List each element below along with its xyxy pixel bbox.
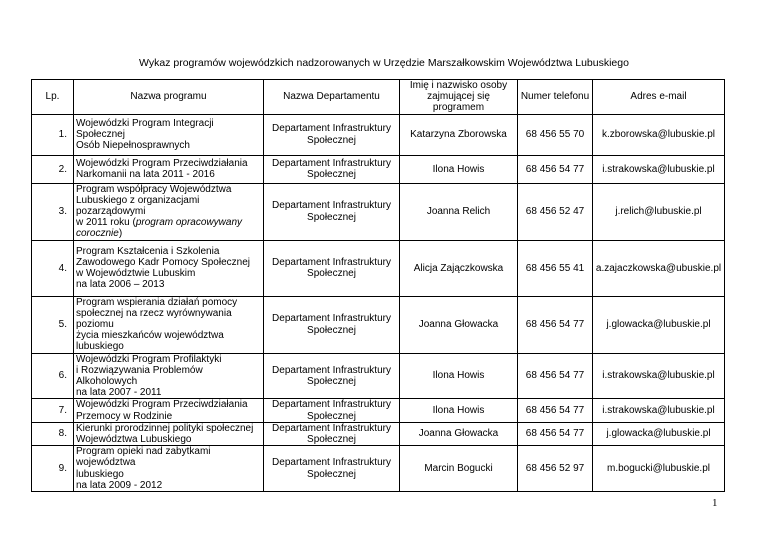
department-line: Departament Infrastruktury [272,422,391,434]
program-name-line: Kierunki prorodzinnej polityki społecznej [76,422,254,434]
program-name-line: życia mieszkańców województwa lubuskiego [76,330,224,353]
cell-person: Joanna Głowacka [400,422,518,445]
department-line: Społecznej [307,410,356,422]
department-line: Departament Infrastruktury [272,123,391,135]
cell-email: k.zborowska@lubuskie.pl [593,114,725,155]
cell-program-name [74,422,264,445]
program-name-line: Przemocy w Rodzinie [76,410,173,422]
table-row [32,399,725,422]
header-phone: Numer telefonu [518,80,593,115]
cell-program-name [74,296,264,353]
program-name-line: Wojewódzki Program Przeciwdziałania [76,157,248,169]
department-line: Departament Infrastruktury [272,399,391,411]
cell-lp: 6. [32,353,74,399]
cell-phone: 68 456 52 47 [518,183,593,240]
program-name-line: Wojewódzki Program Integracji Społecznej [76,117,214,140]
department-line: Społecznej [307,376,356,388]
program-name-line: Lubuskiego z organizacjami pozarządowymi [76,194,200,218]
cell-lp: 8. [32,422,74,445]
cell-program-name [74,240,264,296]
cell-department [264,240,400,296]
cell-program-name [74,446,264,492]
document-title: Wykaz programów wojewódzkich nadzorowanych w Urzędzie Marszałkowskim Województwa Lubuskiego [139,57,629,69]
cell-department [264,422,400,445]
program-name-line: na lata 2006 – 2013 [76,279,165,291]
department-line: Społecznej [307,324,356,336]
cell-email: j.relich@lubuskie.pl [593,183,725,240]
table-header-row [32,80,725,115]
program-name-line: Program Kształcenia i Szkolenia [76,245,220,257]
department-line: Departament Infrastruktury [272,364,391,376]
department-line: Departament Infrastruktury [272,457,391,469]
cell-program-name [74,399,264,422]
program-name-line: Zawodowego Kadr Pomocy Społecznej [76,256,250,268]
table-row [32,183,725,240]
cell-phone: 68 456 54 77 [518,422,593,445]
cell-lp: 7. [32,399,74,422]
department-line: Społecznej [307,268,356,280]
header-program-name: Nazwa programu [74,80,264,115]
cell-person: Joanna Głowacka [400,296,518,353]
cell-lp: 2. [32,155,74,183]
cell-person: Ilona Howis [400,399,518,422]
cell-email: i.strakowska@lubuskie.pl [593,353,725,399]
cell-person: Alicja Zajączkowska [400,240,518,296]
header-email: Adres e-mail [593,80,725,115]
table-row [32,114,725,155]
program-name-line: na lata 2007 - 2011 [76,387,162,399]
cell-email: m.bogucki@lubuskie.pl [593,446,725,492]
cell-program-name [74,114,264,155]
cell-department [264,183,400,240]
department-line: Społecznej [307,169,356,181]
cell-email: i.strakowska@lubuskie.pl [593,155,725,183]
program-name-line: Osób Niepełnosprawnych [76,140,190,152]
cell-lp: 1. [32,114,74,155]
program-note-tail: ) [118,228,123,240]
program-name-line: na lata 2009 - 2012 [76,479,163,491]
program-name-line: społecznej na rzecz wyrównywania poziomu [76,307,232,331]
programs-table [31,79,725,492]
cell-department [264,296,400,353]
cell-phone: 68 456 54 77 [518,296,593,353]
program-name-line: Program opieki nad zabytkami województwa [76,446,211,469]
cell-lp: 9. [32,446,74,492]
header-lp: Lp. [32,80,74,115]
cell-person: Katarzyna Zborowska [400,114,518,155]
cell-person: Ilona Howis [400,155,518,183]
table-row [32,446,725,492]
table-row [32,296,725,353]
department-line: Społecznej [307,211,356,223]
cell-program-name [74,353,264,399]
department-line: Departament Infrastruktury [272,200,391,212]
cell-lp: 4. [32,240,74,296]
cell-department [264,114,400,155]
program-name-line: i Rozwiązywania Problemów Alkoholowych [76,364,203,388]
cell-phone: 68 456 54 77 [518,399,593,422]
cell-email: i.strakowska@lubuskie.pl [593,399,725,422]
cell-program-name [74,183,264,240]
table-row [32,353,725,399]
cell-phone: 68 456 54 77 [518,353,593,399]
cell-phone: 68 456 55 70 [518,114,593,155]
cell-lp: 5. [32,296,74,353]
program-name-line: w 2011 roku ( [76,217,136,229]
department-line: Departament Infrastruktury [272,313,391,325]
cell-phone: 68 456 55 41 [518,240,593,296]
cell-person: Ilona Howis [400,353,518,399]
header-department: Nazwa Departamentu [264,80,400,115]
cell-phone: 68 456 54 77 [518,155,593,183]
cell-program-name [74,155,264,183]
program-name-line: lubuskiego [76,468,124,480]
program-name-line: Województwa Lubuskiego [76,434,192,446]
cell-department [264,155,400,183]
cell-department [264,446,400,492]
program-name-line: Program wspierania działań pomocy [76,296,238,308]
cell-person: Marcin Bogucki [400,446,518,492]
program-name-line: Wojewódzki Program Profilaktyki [76,353,222,365]
department-line: Społecznej [307,134,356,146]
header-person: Imię i nazwisko osoby zajmującej się programem [400,80,518,115]
department-line: Społecznej [307,468,356,480]
department-line: Departament Infrastruktury [272,157,391,169]
cell-department [264,399,400,422]
program-name-line: Wojewódzki Program Przeciwdziałania [76,399,248,411]
program-name-line: Program współpracy Województwa [76,183,232,195]
table-row [32,155,725,183]
cell-email: a.zajaczkowska@ubuskie.pl [593,240,725,296]
program-note: program opracowywany corocznie [76,217,243,240]
page-number: 1 [712,497,718,509]
cell-email: j.glowacka@lubuskie.pl [593,296,725,353]
program-name-line: Narkomanii na lata 2011 - 2016 [76,169,215,181]
table-row [32,240,725,296]
cell-person: Joanna Relich [400,183,518,240]
department-line: Społecznej [307,434,356,446]
department-line: Departament Infrastruktury [272,256,391,268]
cell-department [264,353,400,399]
cell-phone: 68 456 52 97 [518,446,593,492]
table-row [32,422,725,445]
program-name-line: w Województwie Lubuskim [76,268,196,280]
cell-lp: 3. [32,183,74,240]
cell-email: j.glowacka@lubuskie.pl [593,422,725,445]
